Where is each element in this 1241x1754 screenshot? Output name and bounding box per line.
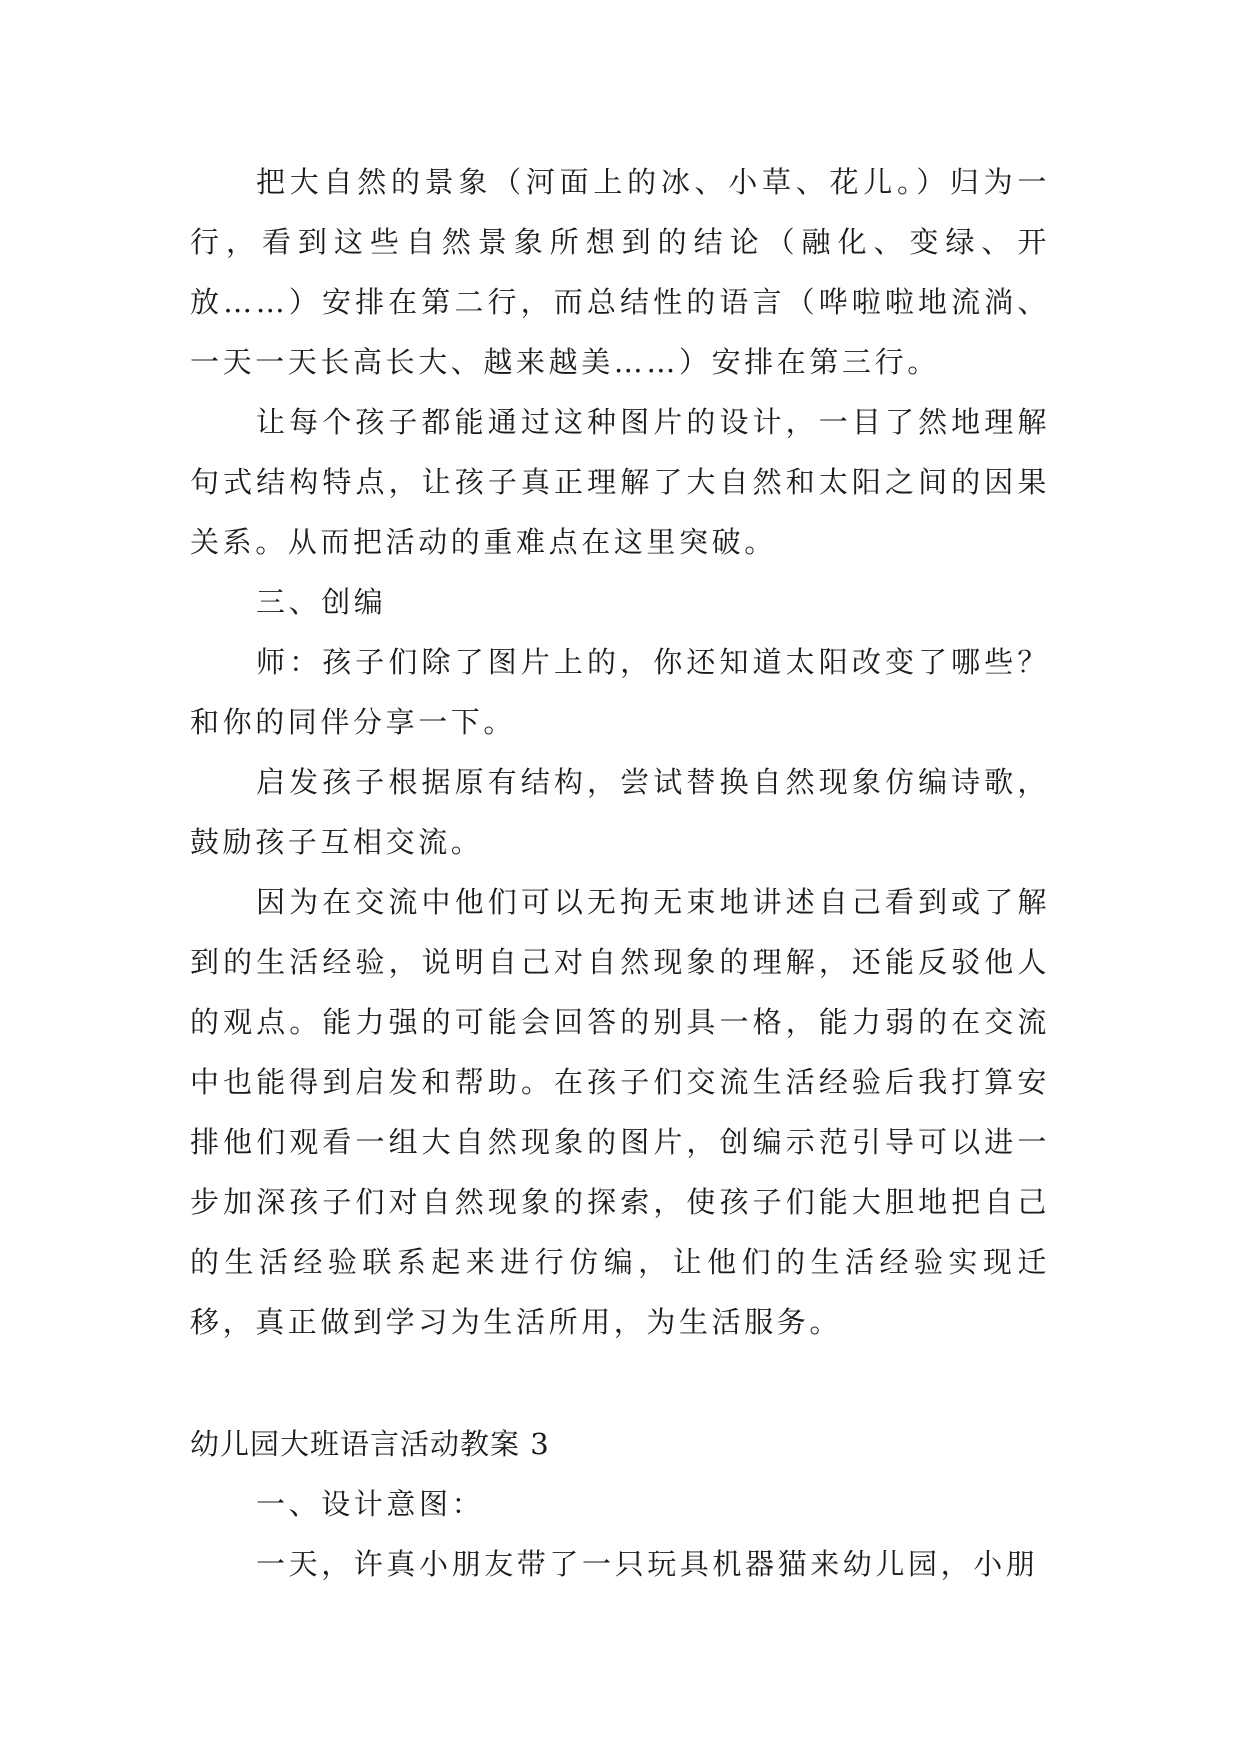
paragraph: 师：孩子们除了图片上的，你还知道太阳改变了哪些？和你的同伴分享一下。 xyxy=(190,645,1050,739)
section-gap xyxy=(190,1352,1050,1414)
paragraph: 启发孩子根据原有结构，尝试替换自然现象仿编诗歌，鼓励孩子互相交流。 xyxy=(190,765,1050,859)
paragraph: 把大自然的景象（河面上的冰、小草、花儿。）归为一行，看到这些自然景象所想到的结论（融化、变绿、开放……）安排在第二行，而总结性的语言（哗啦啦地流淌、一天一天长高长大、越来越美……）安排在第三行。 xyxy=(190,165,1050,379)
paragraph: 让每个孩子都能通过这种图片的设计，一目了然地理解句式结构特点，让孩子真正理解了大自然和太阳之间的因果关系。从而把活动的重难点在这里突破。 xyxy=(190,405,1050,559)
document-page xyxy=(190,152,1050,1594)
paragraph: 一天，许真小朋友带了一只玩具机器猫来幼儿园，小朋 xyxy=(256,1547,1039,1581)
paragraph: 因为在交流中他们可以无拘无束地讲述自己看到或了解到的生活经验，说明自己对自然现象的理解，还能反驳他人的观点。能力强的可能会回答的别具一格，能力弱的在交流中也能得到启发和帮助。在孩子们交流生活经验后我打算安排他们观看一组大自然现象的图片，创编示范引导可以进一步加深孩子们对自然现象的探索，使孩子们能大胆地把自己的生活经验联系起来进行仿编，让他们的生活经验实现迁移，真正做到学习为生活所用，为生活服务。 xyxy=(190,885,1050,1339)
section-title: 幼儿园大班语言活动教案 3 xyxy=(190,1427,550,1461)
section-subheading: 一、设计意图： xyxy=(256,1487,485,1521)
section-subheading: 三、创编 xyxy=(256,585,387,619)
